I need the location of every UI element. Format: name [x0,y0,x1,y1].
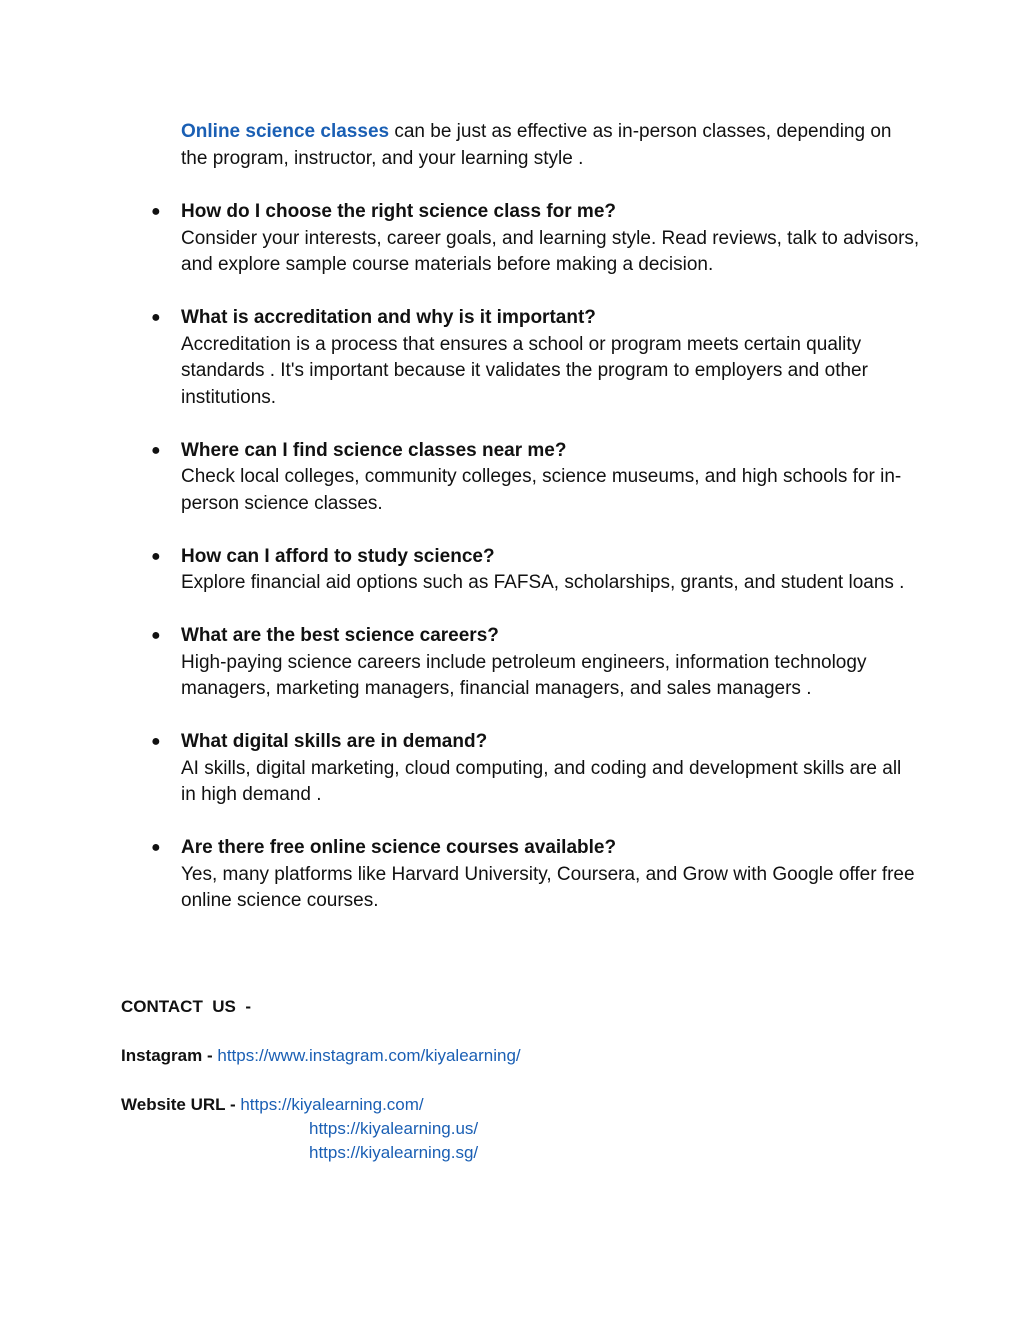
contact-heading: CONTACT US - [121,997,252,1016]
bullet-icon: ● [151,203,161,220]
faq-answer: Explore financial aid options such as FAFSA, scholarships, grants, and student loans . [181,572,905,593]
faq-answer: AI skills, digital marketing, cloud computing, and coding and development skills are all in high demand . [181,757,902,805]
online-science-classes-link[interactable]: Online science classes [181,121,390,142]
faq-answer: Check local colleges, community colleges, science museums, and high schools for in-person science classes. [181,466,902,514]
faq-item [151,438,921,518]
faq-question: How can I afford to study science? [181,545,495,567]
website-link-us[interactable]: https://kiyalearning.us/ [309,1119,479,1138]
faq-answer: Yes, many platforms like Harvard University, Coursera, and Grow with Google offer free online science courses. [181,863,915,911]
instagram-label: Instagram - [121,1046,218,1065]
faq-question: What are the best science careers? [181,625,499,646]
faq-question: How do I choose the right science class for me? [181,201,616,222]
faq-question: Are there free online science courses available? [181,837,617,858]
website-row [121,1093,901,1118]
intro-text: can be just as effective as in-person classes, depending on the program, instructor, and your learning style . [181,121,892,169]
faq-item [151,623,921,703]
intro-paragraph [181,119,921,172]
website-link-sg[interactable]: https://kiyalearning.sg/ [309,1143,479,1162]
faq-item [151,305,921,411]
bullet-icon: ● [151,547,161,565]
faq-item [151,544,921,597]
faq-question: What is accreditation and why is it important? [181,307,596,328]
website-label: Website URL - [121,1095,241,1114]
instagram-row [121,1044,901,1069]
faq-item [151,199,921,279]
faq-item [151,729,921,809]
instagram-link[interactable]: https://www.instagram.com/kiyalearning/ [217,1046,521,1065]
faq-question: What digital skills are in demand? [181,731,488,752]
faq-list [151,199,921,941]
website-link-com[interactable]: https://kiyalearning.com/ [240,1095,424,1114]
faq-question: Where can I find science classes near me? [181,439,567,461]
bullet-icon: ● [151,441,161,459]
bullet-icon: ● [151,309,161,326]
faq-answer: Accreditation is a process that ensures a school or program meets certain quality standards . It's important because it validates the program to employers and other institutions. [181,333,868,408]
bullet-icon: ● [151,839,161,856]
faq-answer: High-paying science careers include petroleum engineers, information technology managers, marketing managers, financial managers, and sales managers . [181,651,867,699]
bullet-icon: ● [151,733,161,750]
bullet-icon: ● [151,627,161,644]
faq-item [151,835,921,915]
faq-answer: Consider your interests, career goals, and learning style. Read reviews, talk to advisors, and explore sample course materials before making a decision. [181,227,920,275]
